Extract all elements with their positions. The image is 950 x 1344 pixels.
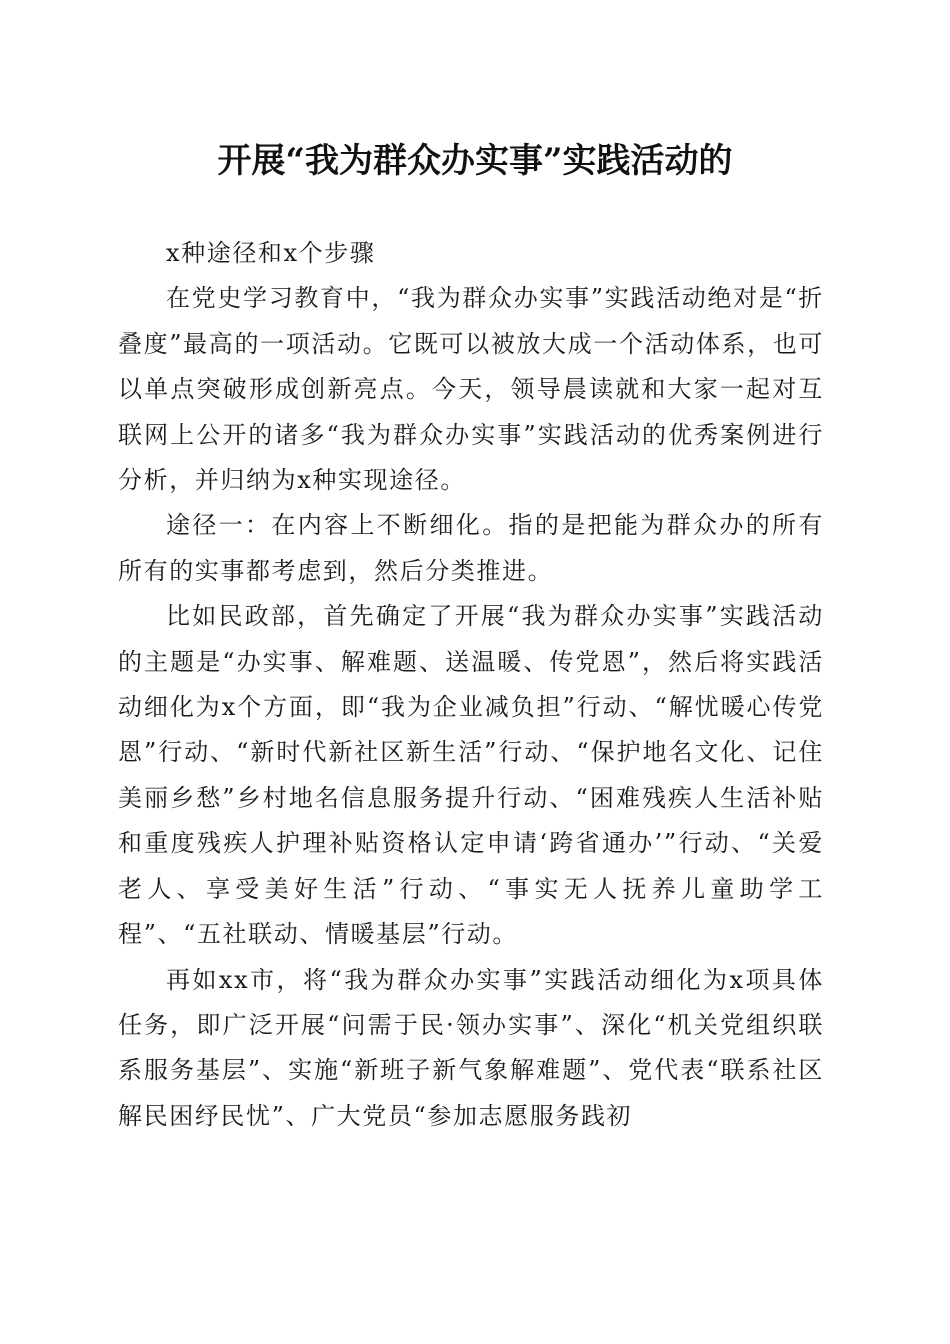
paragraph-example-ministry: 比如民政部，首先确定了开展“我为群众办实事”实践活动的主题是“办实事、解难题、送温暖、传党恩”，然后将实践活动细化为x个方面，即“我为企业减负担”行动、“解忧暖心传党恩”行动、“新时代新社区新生活”行动、“保护地名文化、记住美丽乡愁”乡村地名信息服务提升行动、“困难残疾人生活补贴和重度残疾人护理补贴资格认定申请‘跨省通办’”行动、“关爱老人、享受美好生活”行动、“事实无人抚养儿童助学工程”、“五社联动、情暖基层”行动。 [118, 602, 824, 949]
paragraph-subtitle: x种途径和x个步骤 [166, 239, 376, 267]
paragraph-approach-one: 途径一：在内容上不断细化。指的是把能为群众办的所有所有的实事都考虑到，然后分类推进。 [118, 511, 824, 585]
document-title: 开展“我为群众办实事”实践活动的 [217, 141, 733, 181]
paragraph-example-city: 再如xx市，将“我为群众办实事”实践活动细化为x项具体任务，即广泛开展“问需于民·领办实事”、深化“机关党组织联系服务基层”、实施“新班子新气象解难题”、党代表“联系社区解民困纾民忧”、广大党员“参加志愿服务践初 [118, 965, 824, 1130]
document-body [118, 231, 824, 1139]
paragraph-intro: 在党史学习教育中，“我为群众办实事”实践活动绝对是“折叠度”最高的一项活动。它既可以被放大成一个活动体系，也可以单点突破形成创新亮点。今天，领导晨读就和大家一起对互联网上公开的诸多“我为群众办实事”实践活动的优秀案例进行分析，并归纳为x种实现途径。 [118, 284, 824, 495]
